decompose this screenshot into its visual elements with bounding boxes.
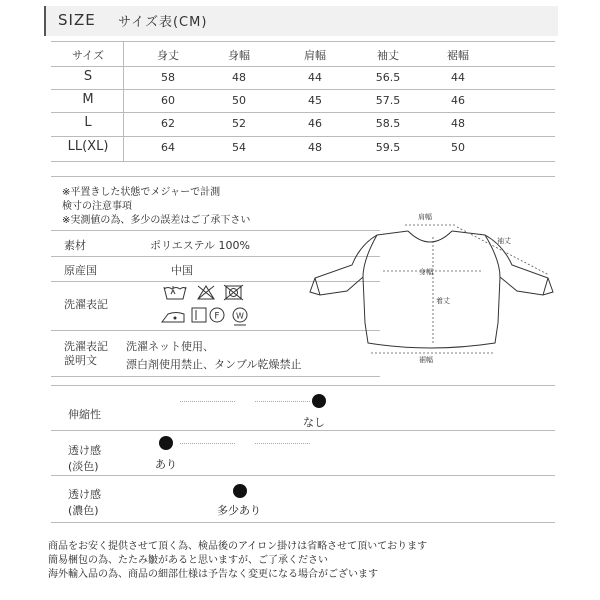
col-header-size: サイズ xyxy=(71,49,105,62)
care-label: 洗濯表記 xyxy=(64,298,108,311)
table-rule xyxy=(51,112,555,113)
section-rule xyxy=(51,385,555,386)
measure-lines xyxy=(371,225,549,353)
scale-marker xyxy=(233,484,247,498)
line-dry-icon xyxy=(192,308,206,322)
scale-label: (濃色) xyxy=(68,504,99,517)
table-cell: 58 xyxy=(161,71,175,84)
table-cell: 57.5 xyxy=(375,94,401,107)
table-cell: 60 xyxy=(161,94,175,107)
col-header-width: 身幅 xyxy=(228,49,250,62)
table-cell: 62 xyxy=(161,117,175,130)
material-value: ポリエステル 100% xyxy=(150,239,250,252)
no-bleach-icon xyxy=(198,286,214,299)
scale-label: (淡色) xyxy=(68,460,99,473)
care-icons xyxy=(158,282,258,330)
row-label-s: S xyxy=(83,69,93,84)
table-cell: 45 xyxy=(308,94,322,107)
wet-clean-w-icon xyxy=(233,308,247,325)
table-cell: 59.5 xyxy=(375,141,401,154)
table-cell: 48 xyxy=(308,141,322,154)
table-rule xyxy=(51,89,555,90)
care-desc-label-2: 説明文 xyxy=(64,354,97,367)
section-rule xyxy=(51,475,555,476)
section-rule xyxy=(51,430,555,431)
note-3: ※実測値の為、多少の誤差はご了承下さい xyxy=(62,215,251,226)
table-cell: 48 xyxy=(451,117,465,130)
row-label-ll: LL(XL) xyxy=(67,139,109,154)
header-subtitle: サイズ表(CM) xyxy=(118,15,208,30)
section-rule xyxy=(51,176,555,177)
table-rule xyxy=(51,136,555,137)
label-length: 着丈 xyxy=(436,297,450,305)
footer-line-2: 簡易梱包の為、たたみ皺があると思いますが、ご了承ください xyxy=(48,555,328,566)
table-rule xyxy=(51,41,555,42)
label-shoulder: 肩幅 xyxy=(418,213,432,221)
dry-clean-f-icon xyxy=(210,308,224,322)
info-rule xyxy=(51,376,380,377)
footer-line-1: 商品をお安く提供させて頂く為、検品後のアイロン掛けは省略させて頂いております xyxy=(48,541,428,552)
table-rule xyxy=(51,66,555,67)
table-rule xyxy=(51,161,555,162)
scale-track xyxy=(255,443,310,444)
scale-track xyxy=(255,401,310,402)
table-cell: 46 xyxy=(451,94,465,107)
scale-track xyxy=(180,443,235,444)
scale-track xyxy=(180,401,235,402)
origin-value: 中国 xyxy=(171,264,193,277)
scale-label: 透け感 xyxy=(68,444,101,457)
material-label: 素材 xyxy=(64,239,86,252)
label-hem: 裾幅 xyxy=(419,356,433,364)
footer-line-3: 海外輸入品の為、商品の細部仕様は予告なく変更になる場合がございます xyxy=(48,569,378,580)
scale-marker xyxy=(159,436,173,450)
scale-value: 多少あり xyxy=(217,504,261,517)
svg-text:W: W xyxy=(236,311,244,321)
care-desc-label-1: 洗濯表記 xyxy=(64,340,108,353)
garment-diagram xyxy=(305,205,560,370)
scale-label: 伸縮性 xyxy=(68,408,101,421)
table-cell: 44 xyxy=(308,71,322,84)
note-2: 検寸の注意事項 xyxy=(62,201,132,212)
label-width: 身幅 xyxy=(419,268,433,276)
garment-outline xyxy=(310,231,553,348)
iron-low-icon xyxy=(162,313,184,323)
origin-label: 原産国 xyxy=(64,264,97,277)
col-header-sleeve: 袖丈 xyxy=(377,49,399,62)
table-cell: 48 xyxy=(232,71,246,84)
table-cell: 52 xyxy=(232,117,246,130)
col-header-length: 身丈 xyxy=(157,49,179,62)
table-cell: 58.5 xyxy=(375,117,401,130)
hand-wash-40-icon xyxy=(164,286,186,299)
care-desc-2: 漂白剤使用禁止、タンブル乾燥禁止 xyxy=(126,358,302,371)
col-header-shoulder: 肩幅 xyxy=(304,49,326,62)
header-title: SIZE xyxy=(58,11,96,29)
no-tumble-dry-icon xyxy=(224,285,243,300)
care-desc-1: 洗濯ネット使用、 xyxy=(126,340,214,353)
table-cell: 46 xyxy=(308,117,322,130)
col-header-hem: 裾幅 xyxy=(447,49,469,62)
section-rule xyxy=(51,522,555,523)
scale-value: なし xyxy=(303,416,325,429)
table-cell: 50 xyxy=(451,141,465,154)
table-cell: 56.5 xyxy=(375,71,401,84)
scale-marker xyxy=(312,394,326,408)
label-sleeve: 袖丈 xyxy=(497,237,511,245)
row-label-l: L xyxy=(84,115,92,130)
table-cell: 54 xyxy=(232,141,246,154)
table-cell: 50 xyxy=(232,94,246,107)
scale-value: あり xyxy=(155,458,177,471)
svg-text:F: F xyxy=(214,311,220,322)
row-label-m: M xyxy=(82,92,94,107)
table-cell: 64 xyxy=(161,141,175,154)
note-1: ※平置きした状態でメジャーで計測 xyxy=(62,187,221,198)
scale-label: 透け感 xyxy=(68,488,101,501)
table-cell: 44 xyxy=(451,71,465,84)
